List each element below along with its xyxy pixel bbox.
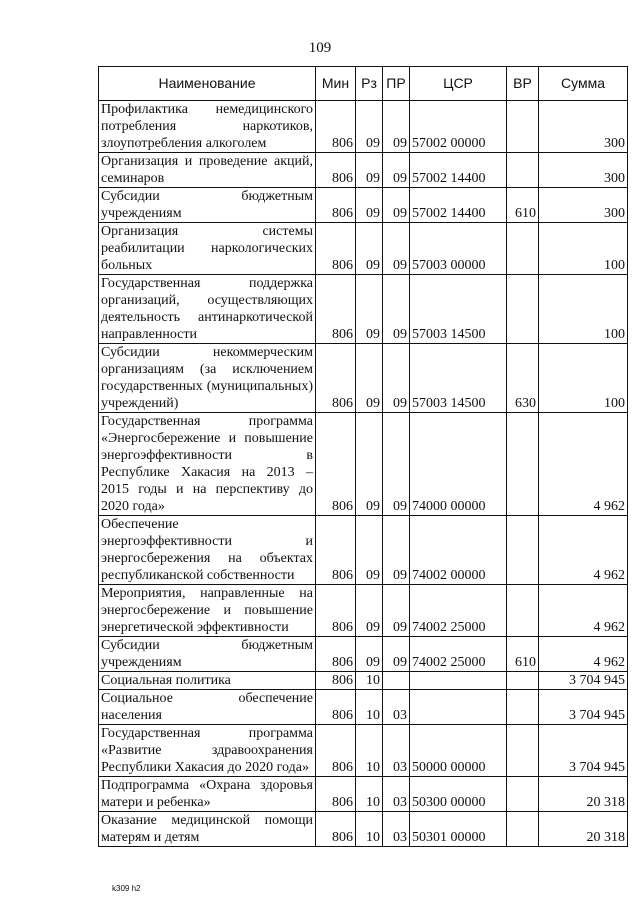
cell-pr: 09 (383, 101, 410, 153)
cell-name: Субсидии некоммерческим организациям (за исключением государственных (муниципальных) учреждений) (99, 344, 316, 413)
table-row (99, 101, 628, 153)
cell-pr: 09 (383, 153, 410, 188)
cell-pr: 03 (383, 812, 410, 847)
cell-sum: 300 (539, 153, 628, 188)
table-row (99, 188, 628, 223)
cell-name: Организация и проведение акций, семинаров (99, 153, 316, 188)
cell-pr: 03 (383, 690, 410, 725)
cell-rz: 09 (356, 101, 383, 153)
table-row (99, 812, 628, 847)
cell-min: 806 (316, 275, 356, 344)
budget-table (98, 66, 628, 847)
cell-name: Субсидии бюджетным учреждениям (99, 637, 316, 672)
cell-sum: 4 962 (539, 516, 628, 585)
cell-csr: 50300 00000 (410, 777, 507, 812)
cell-rz: 09 (356, 637, 383, 672)
cell-sum: 100 (539, 344, 628, 413)
cell-pr: 09 (383, 344, 410, 413)
cell-min: 806 (316, 101, 356, 153)
cell-sum: 100 (539, 223, 628, 275)
table-header-row (99, 67, 628, 101)
cell-sum: 20 318 (539, 777, 628, 812)
header-pr: ПР (383, 67, 410, 101)
cell-vr (507, 223, 539, 275)
cell-name: Организация системы реабилитации наркологических больных (99, 223, 316, 275)
cell-min: 806 (316, 585, 356, 637)
cell-rz: 09 (356, 516, 383, 585)
cell-vr (507, 812, 539, 847)
cell-vr: 630 (507, 344, 539, 413)
cell-rz: 10 (356, 777, 383, 812)
cell-sum: 3 704 945 (539, 725, 628, 777)
cell-vr (507, 413, 539, 516)
cell-name: Государственная поддержка организаций, осуществляющих деятельность антинаркотической направленности (99, 275, 316, 344)
cell-vr (507, 101, 539, 153)
cell-rz: 09 (356, 344, 383, 413)
cell-csr: 57003 00000 (410, 223, 507, 275)
table-row (99, 413, 628, 516)
cell-min: 806 (316, 637, 356, 672)
cell-min: 806 (316, 153, 356, 188)
cell-name: Мероприятия, направленные на энергосбережение и повышение энергетической эффективности (99, 585, 316, 637)
cell-pr: 03 (383, 725, 410, 777)
table-row (99, 344, 628, 413)
cell-vr (507, 777, 539, 812)
table-row (99, 637, 628, 672)
cell-csr: 57002 14400 (410, 188, 507, 223)
cell-rz: 10 (356, 672, 383, 690)
cell-rz: 09 (356, 153, 383, 188)
cell-min: 806 (316, 725, 356, 777)
cell-sum: 4 962 (539, 637, 628, 672)
cell-pr: 09 (383, 585, 410, 637)
cell-min: 806 (316, 344, 356, 413)
cell-sum: 300 (539, 188, 628, 223)
cell-sum: 4 962 (539, 585, 628, 637)
cell-rz: 10 (356, 725, 383, 777)
cell-csr: 74002 25000 (410, 585, 507, 637)
cell-pr: 09 (383, 413, 410, 516)
cell-csr: 57003 14500 (410, 344, 507, 413)
footer-code: k309 h2 (112, 884, 141, 893)
cell-rz: 10 (356, 690, 383, 725)
cell-sum: 300 (539, 101, 628, 153)
cell-rz: 09 (356, 223, 383, 275)
table-row (99, 585, 628, 637)
cell-vr (507, 672, 539, 690)
cell-vr: 610 (507, 188, 539, 223)
cell-name: Государственная программа «Энергосбережение и повышение энергоэффективности в Республике Хакасия на 2013 – 2015 годы и на перспективу до 2020 года» (99, 413, 316, 516)
cell-name: Оказание медицинской помощи матерям и детям (99, 812, 316, 847)
table-row (99, 690, 628, 725)
cell-min: 806 (316, 516, 356, 585)
cell-rz: 09 (356, 585, 383, 637)
cell-pr: 09 (383, 637, 410, 672)
cell-min: 806 (316, 223, 356, 275)
table-body (99, 101, 628, 847)
cell-sum: 100 (539, 275, 628, 344)
header-name: Наименование (99, 67, 316, 101)
table-row (99, 777, 628, 812)
cell-csr (410, 690, 507, 725)
cell-min: 806 (316, 413, 356, 516)
cell-csr: 57002 00000 (410, 101, 507, 153)
cell-rz: 09 (356, 413, 383, 516)
cell-vr (507, 516, 539, 585)
table-row (99, 672, 628, 690)
cell-name: Субсидии бюджетным учреждениям (99, 188, 316, 223)
header-csr: ЦСР (410, 67, 507, 101)
cell-min: 806 (316, 188, 356, 223)
header-vr: ВР (507, 67, 539, 101)
header-rz: Рз (356, 67, 383, 101)
cell-sum: 3 704 945 (539, 690, 628, 725)
cell-vr (507, 153, 539, 188)
cell-pr: 09 (383, 188, 410, 223)
cell-csr (410, 672, 507, 690)
cell-vr (507, 690, 539, 725)
cell-name: Подпрограмма «Охрана здоровья матери и ребенка» (99, 777, 316, 812)
cell-pr: 09 (383, 223, 410, 275)
cell-vr (507, 275, 539, 344)
cell-rz: 10 (356, 812, 383, 847)
cell-sum: 4 962 (539, 413, 628, 516)
cell-csr: 50301 00000 (410, 812, 507, 847)
header-sum: Сумма (539, 67, 628, 101)
cell-pr (383, 672, 410, 690)
header-min: Мин (316, 67, 356, 101)
cell-csr: 50000 00000 (410, 725, 507, 777)
cell-name: Социальная политика (99, 672, 316, 690)
cell-vr: 610 (507, 637, 539, 672)
table-row (99, 516, 628, 585)
cell-sum: 20 318 (539, 812, 628, 847)
cell-vr (507, 725, 539, 777)
cell-min: 806 (316, 672, 356, 690)
cell-csr: 74002 00000 (410, 516, 507, 585)
cell-sum: 3 704 945 (539, 672, 628, 690)
table-row (99, 223, 628, 275)
cell-rz: 09 (356, 188, 383, 223)
cell-pr: 03 (383, 777, 410, 812)
table-row (99, 725, 628, 777)
cell-pr: 09 (383, 275, 410, 344)
cell-name: Государственная программа «Развитие здравоохранения Республики Хакасия до 2020 года» (99, 725, 316, 777)
cell-name: Социальное обеспечение населения (99, 690, 316, 725)
cell-csr: 74000 00000 (410, 413, 507, 516)
cell-name: Обеспечение энергоэффективности и энергосбережения на объектах республиканской собственности (99, 516, 316, 585)
cell-min: 806 (316, 777, 356, 812)
table-row (99, 153, 628, 188)
cell-min: 806 (316, 690, 356, 725)
cell-csr: 57002 14400 (410, 153, 507, 188)
table-row (99, 275, 628, 344)
cell-rz: 09 (356, 275, 383, 344)
cell-min: 806 (316, 812, 356, 847)
cell-pr: 09 (383, 516, 410, 585)
cell-name: Профилактика немедицинского потребления наркотиков, злоупотребления алкоголем (99, 101, 316, 153)
cell-vr (507, 585, 539, 637)
cell-csr: 57003 14500 (410, 275, 507, 344)
page-number: 109 (308, 40, 332, 56)
cell-csr: 74002 25000 (410, 637, 507, 672)
